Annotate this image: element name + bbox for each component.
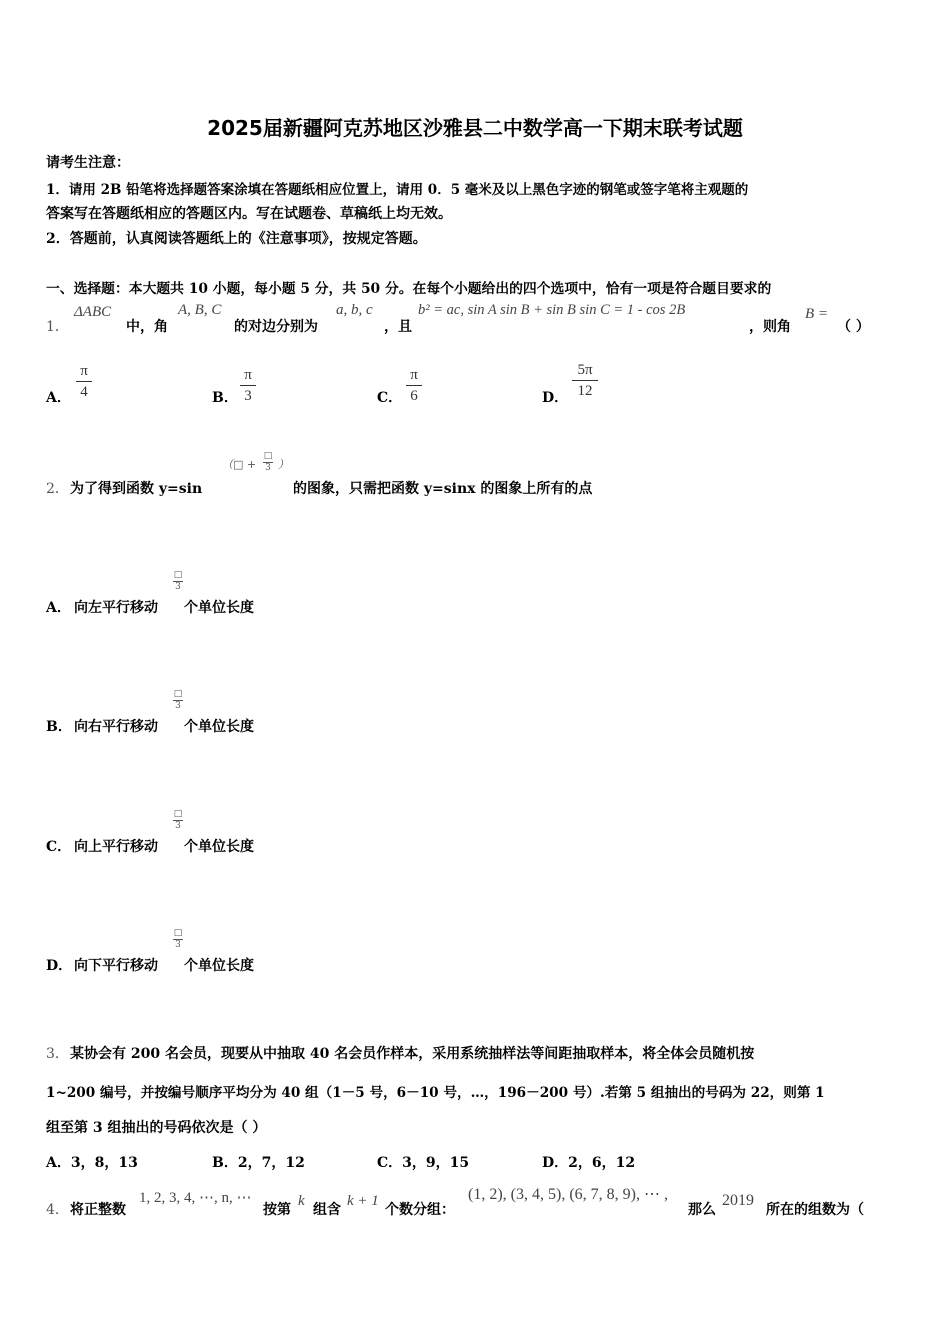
q4-text-1: 将正整数	[70, 1202, 126, 1218]
q2-option-d-fraction: □ 3	[173, 928, 183, 950]
q4-number: 4．	[46, 1202, 69, 1218]
q1-option-b-label[interactable]: B．	[212, 390, 238, 406]
q1-text-1: 中，角	[126, 319, 168, 335]
q3-number: 3．	[46, 1046, 69, 1062]
q1-number: 1．	[46, 319, 69, 335]
q2-option-c-fraction: □ 3	[173, 809, 183, 831]
q1-angles: A, B, C	[178, 302, 222, 318]
q1-option-c-label[interactable]: C．	[377, 390, 403, 406]
q2-option-c-text-1: 向上平行移动	[74, 839, 158, 855]
q3-option-b[interactable]: B．2，7，12	[212, 1155, 305, 1171]
q2-option-b-fraction: □ 3	[173, 689, 183, 711]
q3-line-2: 1~200 编号，并按编号顺序平均分为 40 组（1－5 号，6－10 号，…，196－200 号）.若第 5 组抽出的号码为 22，则第 1	[46, 1085, 825, 1101]
q1-text-2: 的对边分别为	[234, 319, 318, 335]
q2-arg-fraction: □ 3	[263, 451, 273, 473]
q2-text-2: 的图象，只需把函数 y=sinx 的图象上所有的点	[293, 481, 593, 497]
q2-text-1: 为了得到函数 y=sin	[70, 481, 203, 497]
q1-sides: a, b, c	[336, 302, 373, 318]
q2-option-a-text-1: 向左平行移动	[74, 600, 158, 616]
q1-paren: （ ）	[837, 319, 870, 335]
section-heading: 一、选择题：本大题共 10 小题，每小题 5 分，共 50 分。在每个小题给出的四个选项中，恰有一项是符合题目要求的	[46, 281, 772, 297]
q1-text-4: ，则角	[749, 319, 791, 335]
q2-number: 2．	[46, 481, 69, 497]
q2-option-c-label[interactable]: C．	[46, 839, 72, 855]
q4-text-3: 组含	[313, 1202, 341, 1218]
q4-k: k	[298, 1193, 305, 1209]
q1-variable: B =	[805, 306, 829, 322]
notice-line-1b: 答案写在答题纸相应的答题区内。写在试题卷、草稿纸上均无效。	[46, 206, 452, 222]
q4-text-2: 按第	[263, 1202, 291, 1218]
q3-line-3: 组至第 3 组抽出的号码依次是（ ）	[46, 1120, 267, 1136]
q2-option-b-text-1: 向右平行移动	[74, 719, 158, 735]
q2-arg-left: （□ +	[222, 458, 257, 471]
q4-text-5: 那么	[688, 1202, 716, 1218]
q3-option-d[interactable]: D．2，6，12	[542, 1155, 636, 1171]
q2-option-b-text-2: 个单位长度	[184, 719, 254, 735]
q2-option-b-label[interactable]: B．	[46, 719, 72, 735]
q2-option-d-label[interactable]: D．	[46, 958, 73, 974]
q4-text-6: 所在的组数为（	[766, 1202, 864, 1218]
q4-sequence: 1, 2, 3, 4, ⋯, n, ⋯	[139, 1190, 252, 1206]
q1-triangle: ΔABC	[74, 304, 112, 320]
q1-option-d-value: 5π 12	[572, 362, 598, 399]
q1-text-3: ，且	[384, 319, 412, 335]
q1-option-d-label[interactable]: D．	[542, 390, 569, 406]
q1-option-a-label[interactable]: A．	[46, 390, 71, 406]
q3-line-1: 某协会有 200 名会员，现要从中抽取 40 名会员作样本，采用系统抽样法等间距抽取样本，将全体会员随机按	[70, 1046, 755, 1062]
q4-year: 2019	[722, 1192, 754, 1209]
q2-option-d-text-2: 个单位长度	[184, 958, 254, 974]
q4-k-plus-one: k + 1	[347, 1193, 379, 1209]
q2-option-a-text-2: 个单位长度	[184, 600, 254, 616]
q2-option-d-text-1: 向下平行移动	[74, 958, 158, 974]
q4-text-4: 个数分组：	[385, 1202, 455, 1218]
q3-option-a[interactable]: A．3，8，13	[46, 1155, 138, 1171]
q2-option-a-label[interactable]: A．	[46, 600, 71, 616]
q1-condition: b² = ac, sin A sin B + sin B sin C = 1 - cos 2B	[418, 302, 686, 318]
q3-option-c[interactable]: C．3，9，15	[377, 1155, 470, 1171]
q2-arg-right: ）	[278, 458, 289, 471]
notice-line-1a: 1．请用 2B 铅笔将选择题答案涂填在答题纸相应位置上，请用 0．5 毫米及以上黑色字迹的钢笔或签字笔将主观题的	[46, 182, 749, 198]
q2-option-a-fraction: □ 3	[173, 570, 183, 592]
q2-option-c-text-2: 个单位长度	[184, 839, 254, 855]
page-title: 2025届新疆阿克苏地区沙雅县二中数学高一下期末联考试题	[207, 116, 743, 140]
q1-option-c-value: π 6	[406, 367, 422, 404]
q1-option-b-value: π 3	[240, 367, 256, 404]
notice-line-2: 2．答题前，认真阅读答题纸上的《注意事项》，按规定答题。	[46, 231, 427, 247]
notice-heading: 请考生注意：	[46, 155, 130, 171]
q1-option-a-value: π 4	[76, 363, 92, 400]
q4-groups: (1, 2), (3, 4, 5), (6, 7, 8, 9), ⋯ ,	[468, 1186, 668, 1203]
